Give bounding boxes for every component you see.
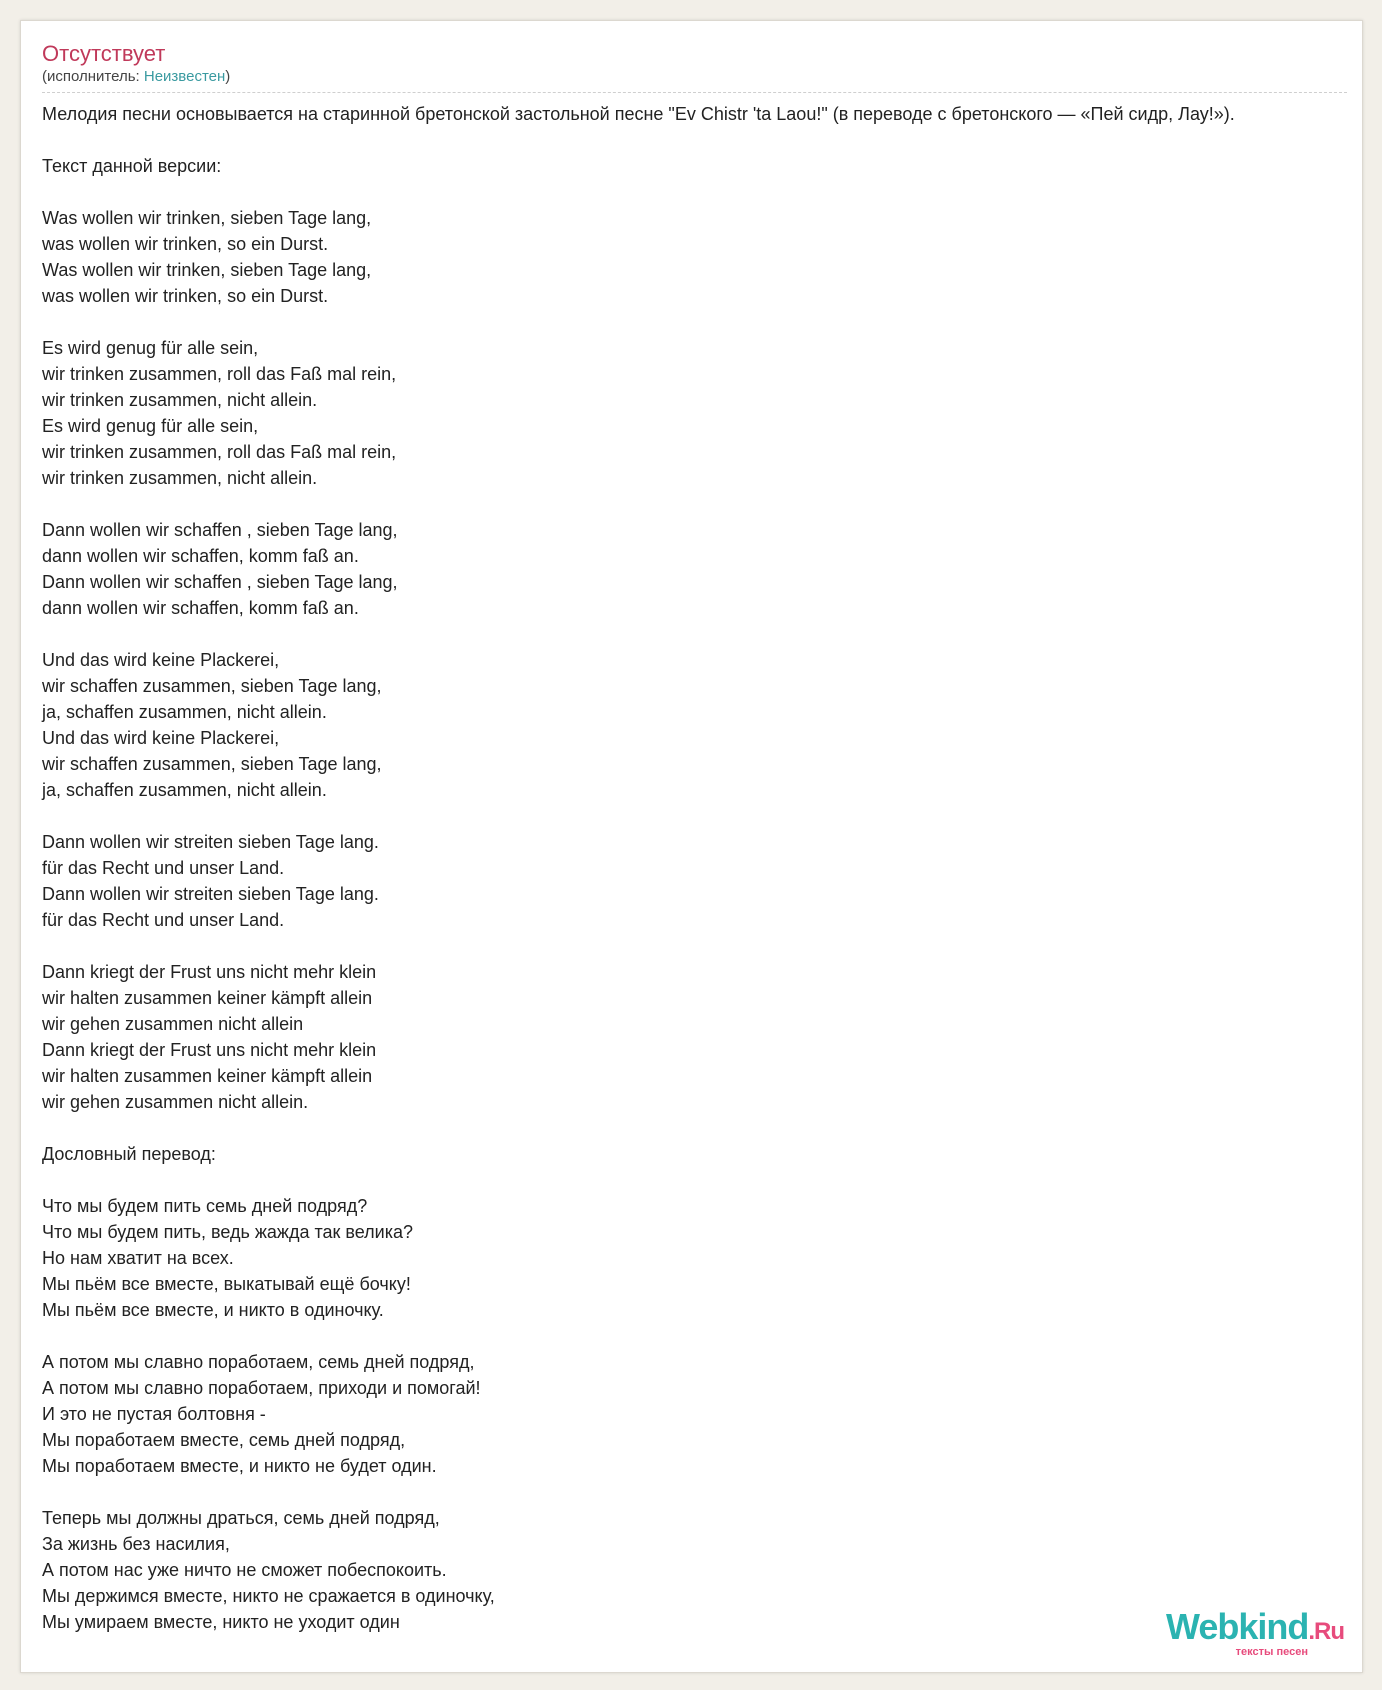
lyric-line: Мы умираем вместе, никто не уходит один <box>42 1612 400 1632</box>
lyric-line: Что мы будем пить семь дней подряд? <box>42 1196 368 1216</box>
lyric-line <box>42 309 1362 335</box>
lyric-line: wir halten zusammen keiner kämpft allein <box>42 988 373 1008</box>
lyric-line: Was wollen wir trinken, sieben Tage lang, <box>42 260 372 280</box>
lyric-line: wir gehen zusammen nicht allein. <box>42 1092 309 1112</box>
lyric-line: Dann wollen wir streiten sieben Tage lang. <box>42 832 379 852</box>
lyrics-text <box>42 101 1362 1635</box>
lyric-line: Dann wollen wir schaffen , sieben Tage lang, <box>42 572 398 592</box>
lyric-line: Dann wollen wir streiten sieben Tage lang. <box>42 884 379 904</box>
song-title: Отсутствует <box>42 41 166 66</box>
lyric-line <box>42 621 1362 647</box>
logo-name: Webkind <box>1165 1606 1309 1647</box>
lyric-line: А потом нас уже ничто не сможет побеспокоить. <box>42 1560 447 1580</box>
lyric-line: Теперь мы должны драться, семь дней подряд, <box>42 1508 440 1528</box>
lyric-line: Мы пьём все вместе, и никто в одиночку. <box>42 1300 384 1320</box>
lyric-line: dann wollen wir schaffen, komm faß an. <box>42 598 359 618</box>
artist-link[interactable]: Неизвестен <box>143 68 226 85</box>
lyric-line: Мелодия песни основывается на старинной бретонской застольной песне "Ev Chistr 'ta Laou!" (в переводе с бретонского — «Пей сидр, Лау!»). <box>42 104 1235 124</box>
lyric-line <box>42 933 1362 959</box>
lyric-line <box>42 179 1362 205</box>
lyric-line: Es wird genug für alle sein, <box>42 338 259 358</box>
lyric-line <box>42 1167 1362 1193</box>
lyric-line: А потом мы славно поработаем, приходи и помогай! <box>42 1378 481 1398</box>
lyric-line: Was wollen wir trinken, sieben Tage lang, <box>42 208 372 228</box>
lyric-line <box>42 127 1362 153</box>
lyric-line <box>42 1115 1362 1141</box>
lyric-line: für das Recht und unser Land. <box>42 910 285 930</box>
lyric-line: wir trinken zusammen, roll das Faß mal rein, <box>42 442 397 462</box>
title-divider <box>42 92 1347 93</box>
lyric-line: Мы поработаем вместе, семь дней подряд, <box>42 1430 406 1450</box>
lyric-line: wir halten zusammen keiner kämpft allein <box>42 1066 373 1086</box>
lyric-line: wir schaffen zusammen, sieben Tage lang, <box>42 754 382 774</box>
lyric-line: wir trinken zusammen, nicht allein. <box>42 468 318 488</box>
lyric-line: И это не пустая болтовня - <box>42 1404 266 1424</box>
lyric-line: ja, schaffen zusammen, nicht allein. <box>42 702 327 722</box>
lyric-line: dann wollen wir schaffen, komm faß an. <box>42 546 359 566</box>
logo-tagline: тексты песен <box>1235 1646 1308 1658</box>
lyric-line: Es wird genug für alle sein, <box>42 416 259 436</box>
lyric-line: Что мы будем пить, ведь жажда так велика? <box>42 1222 414 1242</box>
lyric-line: Текст данной версии: <box>42 156 222 176</box>
logo-domain: .Ru <box>1308 1618 1344 1645</box>
lyric-line: Мы поработаем вместе, и никто не будет один. <box>42 1456 437 1476</box>
lyric-line: Dann wollen wir schaffen , sieben Tage lang, <box>42 520 398 540</box>
lyric-line <box>42 1479 1362 1505</box>
lyric-line <box>42 803 1362 829</box>
lyric-line <box>42 491 1362 517</box>
artist-prefix: (исполнитель: <box>42 68 144 85</box>
artist-line <box>42 68 1362 86</box>
lyric-line: Dann kriegt der Frust uns nicht mehr klein <box>42 1040 377 1060</box>
lyric-line: was wollen wir trinken, so ein Durst. <box>42 234 329 254</box>
lyric-line: wir trinken zusammen, roll das Faß mal rein, <box>42 364 397 384</box>
lyric-line: За жизнь без насилия, <box>42 1534 230 1554</box>
lyric-line: wir gehen zusammen nicht allein <box>42 1014 304 1034</box>
lyric-line: wir trinken zusammen, nicht allein. <box>42 390 318 410</box>
lyric-line: was wollen wir trinken, so ein Durst. <box>42 286 329 306</box>
page-card <box>20 20 1363 1673</box>
song-content <box>42 41 1362 1635</box>
lyric-line: А потом мы славно поработаем, семь дней подряд, <box>42 1352 475 1372</box>
site-logo[interactable] <box>1165 1606 1344 1658</box>
lyric-line: Dann kriegt der Frust uns nicht mehr klein <box>42 962 377 982</box>
lyric-line: ja, schaffen zusammen, nicht allein. <box>42 780 327 800</box>
lyric-line: Und das wird keine Plackerei, <box>42 728 280 748</box>
lyric-line: Но нам хватит на всех. <box>42 1248 234 1268</box>
lyric-line <box>42 1323 1362 1349</box>
lyric-line: Мы пьём все вместе, выкатывай ещё бочку! <box>42 1274 411 1294</box>
lyric-line: Дословный перевод: <box>42 1144 216 1164</box>
lyric-line: wir schaffen zusammen, sieben Tage lang, <box>42 676 382 696</box>
lyric-line: Мы держимся вместе, никто не сражается в одиночку, <box>42 1586 495 1606</box>
artist-suffix: ) <box>225 68 231 85</box>
lyric-line: Und das wird keine Plackerei, <box>42 650 280 670</box>
lyric-line: für das Recht und unser Land. <box>42 858 285 878</box>
